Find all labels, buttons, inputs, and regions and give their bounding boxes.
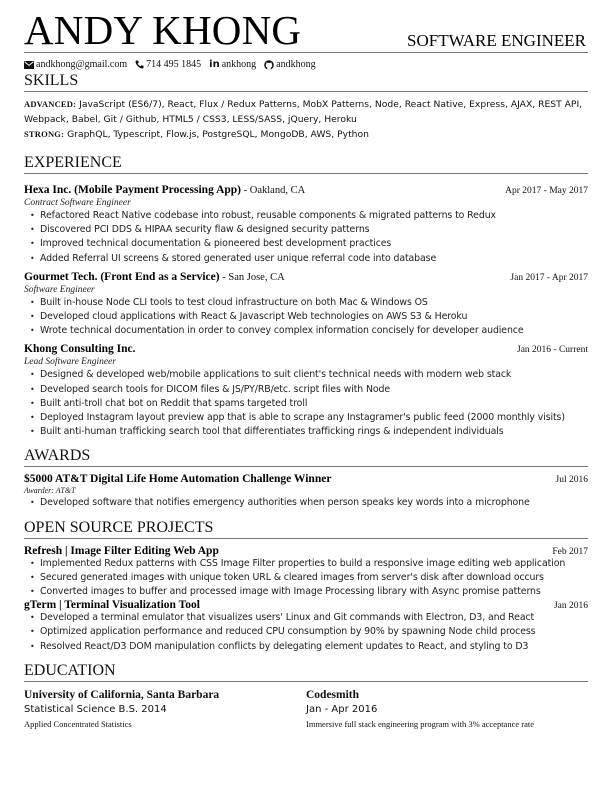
school-note: Immersive full stack engineering program with 3% acceptance rate <box>306 718 534 729</box>
bullet: • Converted images to buffer and processed image with Image Processing library with Async promise patterns <box>30 585 588 599</box>
school-name: University of California, Santa Barbara <box>24 688 220 701</box>
school-note: Applied Concentrated Statistics <box>24 718 132 729</box>
skills-advanced-label: ADVANCED: <box>24 99 77 109</box>
bullet: • Developed a terminal emulator that visualizes users' Linux and Git commands with Electron, D3, and React <box>30 611 588 625</box>
email-text: andkhong@gmail.com <box>36 59 128 70</box>
project-date: Jan 2016 <box>553 601 588 612</box>
job-dates: Jan 2016 - Current <box>517 345 588 356</box>
job-bullets <box>24 296 588 339</box>
job-entry <box>24 267 588 339</box>
contact-bar <box>24 57 588 72</box>
job-company: Hexa Inc. (Mobile Payment Processing App) <box>24 184 241 196</box>
bullet: • Deployed Instagram layout preview app that is able to scrape any Instagramer's public feed (2000 monthly visits) <box>30 411 588 425</box>
project-title: gTerm | Terminal Visualization Tool <box>24 599 200 612</box>
phone-text: 714 495 1845 <box>146 59 202 70</box>
skills-advanced <box>24 97 588 127</box>
section-title-awards: AWARDS <box>24 447 588 467</box>
contact-phone[interactable] <box>135 59 201 70</box>
education-entry <box>24 688 306 731</box>
bullet: • Added Referral UI screens & stored generated user unique referral code into database <box>30 252 588 266</box>
linkedin-icon: in <box>209 59 220 70</box>
bullet: • Designed & developed web/mobile applications to suit client's technical needs with modern web stack <box>30 368 588 382</box>
bullet: • Developed software that notifies emergency authorities when person speaks key words into a microphone <box>30 496 588 510</box>
bullet: • Developed cloud applications with React & Javascript Web technologies on AWS S3 & Heroku <box>30 310 588 324</box>
education-list <box>24 688 588 731</box>
job-location: - San Jose, CA <box>219 271 285 283</box>
bullet: • Wrote technical documentation in order to convey complex information concisely for developer audience <box>30 324 588 338</box>
bullet: • Discovered PCI DDS & HIPAA security flaw & designed security patterns <box>30 223 588 237</box>
bullet: • Implemented Redux patterns with CSS Image Filter properties to build a responsive image editing web application <box>30 557 588 571</box>
skills-strong-label: STRONG: <box>24 129 65 139</box>
candidate-title: SOFTWARE ENGINEER <box>407 31 586 50</box>
bullet: • Secured generated images with unique token URL & cleared images from server's disk after download occurs <box>30 571 588 585</box>
bullet: • Built in-house Node CLI tools to test cloud infrastructure on both Mac & Windows OS <box>30 296 588 310</box>
bullet: • Refactored React Native codebase into robust, reusable components & migrated patterns to Redux <box>30 209 588 223</box>
job-entry <box>24 180 588 266</box>
project-bullets <box>24 557 588 600</box>
contact-linkedin[interactable] <box>209 59 256 70</box>
section-title-education: EDUCATION <box>24 662 588 682</box>
section-title-projects: OPEN SOURCE PROJECTS <box>24 519 588 539</box>
project-bullets <box>24 611 588 654</box>
award-bullets <box>24 496 588 510</box>
award-title: $5000 AT&T Digital Life Home Automation Challenge Winner <box>24 473 332 486</box>
project-entry <box>24 599 588 654</box>
skills-strong-list: GraphQL, Typescript, Flow.js, PostgreSQL, MongoDB, AWS, Python <box>67 129 369 140</box>
school-name: Codesmith <box>306 688 360 701</box>
resume-header <box>24 0 588 53</box>
job-bullets <box>24 368 588 439</box>
skills-body <box>24 97 588 142</box>
school-detail: Jan - Apr 2016 <box>306 703 378 715</box>
resume-page <box>24 0 588 731</box>
contact-email[interactable] <box>24 59 127 70</box>
github-icon <box>264 60 274 70</box>
project-date: Feb 2017 <box>552 546 588 557</box>
job-role: Software Engineer <box>24 284 95 295</box>
bullet: • Developed search tools for DICOM files & JS/PY/RB/etc. script files with Node <box>30 383 588 397</box>
award-date: Jul 2016 <box>555 475 588 486</box>
bullet: • Improved technical documentation & pioneered best development practices <box>30 237 588 251</box>
award-entry <box>24 473 588 510</box>
education-entry <box>306 688 588 731</box>
job-location: - Oakland, CA <box>241 185 306 196</box>
phone-icon <box>135 60 144 69</box>
award-awarder: Awarder: AT&T <box>24 486 76 496</box>
candidate-name: ANDY KHONG <box>24 7 302 53</box>
bullet: • Built anti-troll chat bot on Reddit that spams targeted troll <box>30 397 588 411</box>
job-company: Gourmet Tech. (Front End as a Service) <box>24 270 220 283</box>
project-entry <box>24 545 588 600</box>
projects-section <box>24 519 588 654</box>
awards-section <box>24 447 588 510</box>
envelope-icon <box>24 61 34 69</box>
section-title-skills: SKILLS <box>24 72 588 92</box>
job-entry <box>24 339 588 439</box>
education-section <box>24 662 588 731</box>
job-dates: Jan 2017 - Apr 2017 <box>510 272 588 283</box>
school-detail: Statistical Science B.S. 2014 <box>24 703 167 715</box>
bullet: • Resolved React/D3 DOM manipulation conflicts by delegating element updates to React, and styling to D3 <box>30 640 588 654</box>
skills-section <box>24 72 588 142</box>
bullet: • Optimized application performance and reduced CPU consumption by 90% by spawning Node child process <box>30 625 588 639</box>
contact-github[interactable] <box>264 59 315 70</box>
linkedin-text: ankhong <box>221 59 257 70</box>
job-role: Contract Software Engineer <box>24 198 131 208</box>
bullet: • Built anti-human trafficking search tool that differentiates trafficking rings & independent individuals <box>30 425 588 439</box>
github-text: andkhong <box>276 59 316 70</box>
section-title-experience: EXPERIENCE <box>24 154 588 174</box>
experience-section <box>24 154 588 439</box>
job-dates: Apr 2017 - May 2017 <box>505 186 588 196</box>
skills-strong <box>24 127 588 142</box>
job-company: Khong Consulting Inc. <box>24 343 136 356</box>
job-role: Lead Software Engineer <box>24 357 116 368</box>
skills-advanced-list: JavaScript (ES6/7), React, Flux / Redux Patterns, MobX Patterns, Node, React Native, Express, AJAX, REST API, Webpack, Babel, Git / Github, HTML5 / CSS3, LESS/SASS, jQuery, Heroku <box>24 99 583 125</box>
job-bullets <box>24 209 588 266</box>
project-title: Refresh | Image Filter Editing Web App <box>24 544 219 557</box>
